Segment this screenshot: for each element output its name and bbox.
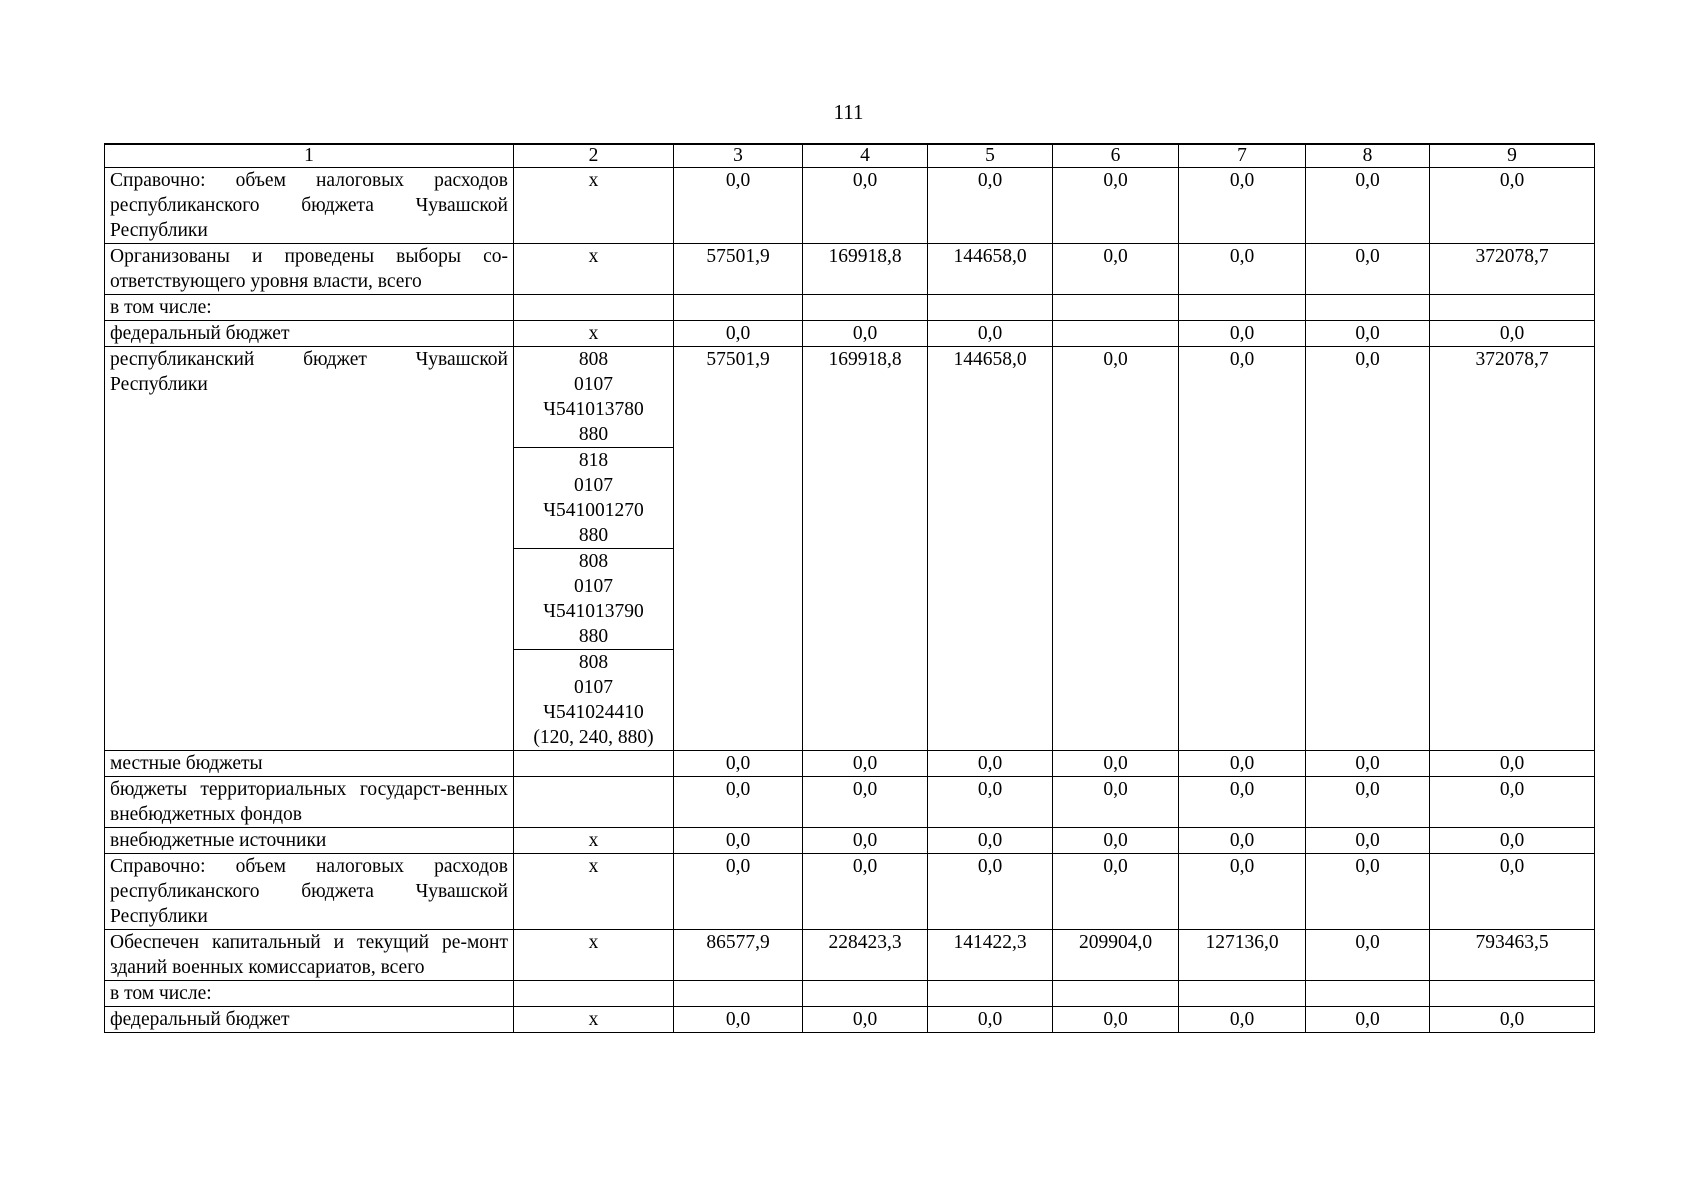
- value-cell: 0,0: [1053, 854, 1179, 930]
- value-cell: 0,0: [803, 751, 928, 777]
- value-cell: 0,0: [803, 854, 928, 930]
- value-cell: 0,0: [1430, 751, 1595, 777]
- budget-code-cell: [514, 777, 674, 828]
- value-cell: [803, 295, 928, 321]
- header-cell: 8: [1306, 144, 1430, 168]
- value-cell: [1053, 321, 1179, 347]
- table-row: [105, 751, 1595, 777]
- value-cell: [803, 981, 928, 1007]
- value-cell: 0,0: [1306, 168, 1430, 244]
- header-cell: 9: [1430, 144, 1595, 168]
- value-cell: 57501,9: [674, 244, 803, 295]
- value-cell: 0,0: [1306, 751, 1430, 777]
- value-cell: [1179, 981, 1306, 1007]
- value-cell: 0,0: [1306, 321, 1430, 347]
- budget-code-cell: х: [514, 854, 674, 930]
- budget-code-cell: х: [514, 1007, 674, 1033]
- value-cell: 209904,0: [1053, 930, 1179, 981]
- budget-code-cell: 808 0107 Ч541013780 880: [514, 347, 674, 448]
- value-cell: 169918,8: [803, 347, 928, 751]
- value-cell: [1306, 981, 1430, 1007]
- budget-code-cell: х: [514, 168, 674, 244]
- header-cell: 2: [514, 144, 674, 168]
- value-cell: 0,0: [1179, 347, 1306, 751]
- value-cell: 144658,0: [928, 347, 1053, 751]
- row-label: Обеспечен капитальный и текущий ре-монт зданий военных комиссариатов, всего: [105, 930, 514, 981]
- value-cell: [1179, 295, 1306, 321]
- value-cell: 0,0: [1053, 1007, 1179, 1033]
- value-cell: 0,0: [1306, 854, 1430, 930]
- value-cell: [1306, 295, 1430, 321]
- budget-code-cell: [514, 981, 674, 1007]
- table-row: [105, 1007, 1595, 1033]
- row-label: в том числе:: [105, 295, 514, 321]
- value-cell: 0,0: [1306, 347, 1430, 751]
- value-cell: [1430, 981, 1595, 1007]
- row-label: местные бюджеты: [105, 751, 514, 777]
- value-cell: 0,0: [1430, 777, 1595, 828]
- value-cell: 0,0: [1430, 828, 1595, 854]
- table-row: [105, 854, 1595, 930]
- value-cell: 0,0: [674, 854, 803, 930]
- value-cell: [674, 981, 803, 1007]
- row-label: в том числе:: [105, 981, 514, 1007]
- header-row: [105, 144, 1595, 168]
- row-label: Справочно: объем налоговых расходов республиканского бюджета Чувашской Республики: [105, 168, 514, 244]
- value-cell: 0,0: [1430, 854, 1595, 930]
- header-cell: 6: [1053, 144, 1179, 168]
- value-cell: 0,0: [803, 828, 928, 854]
- value-cell: 141422,3: [928, 930, 1053, 981]
- table-row: [105, 244, 1595, 295]
- budget-code-cell: 818 0107 Ч541001270 880: [514, 448, 674, 549]
- value-cell: 372078,7: [1430, 244, 1595, 295]
- row-label: федеральный бюджет: [105, 321, 514, 347]
- value-cell: [1053, 981, 1179, 1007]
- value-cell: 0,0: [928, 777, 1053, 828]
- header-cell: 3: [674, 144, 803, 168]
- value-cell: 0,0: [803, 321, 928, 347]
- table-row: [105, 777, 1595, 828]
- value-cell: 0,0: [803, 777, 928, 828]
- value-cell: 0,0: [1179, 244, 1306, 295]
- budget-code-cell: х: [514, 828, 674, 854]
- value-cell: 0,0: [1306, 244, 1430, 295]
- value-cell: 57501,9: [674, 347, 803, 751]
- value-cell: 0,0: [1306, 828, 1430, 854]
- value-cell: 0,0: [674, 751, 803, 777]
- budget-code-cell: х: [514, 930, 674, 981]
- value-cell: 0,0: [674, 168, 803, 244]
- value-cell: 86577,9: [674, 930, 803, 981]
- value-cell: 0,0: [674, 321, 803, 347]
- value-cell: 0,0: [674, 777, 803, 828]
- value-cell: 0,0: [803, 1007, 928, 1033]
- table-row: [105, 295, 1595, 321]
- value-cell: 0,0: [928, 828, 1053, 854]
- value-cell: 0,0: [1053, 751, 1179, 777]
- value-cell: 0,0: [1179, 777, 1306, 828]
- value-cell: 0,0: [1306, 930, 1430, 981]
- value-cell: 127136,0: [1179, 930, 1306, 981]
- value-cell: [928, 295, 1053, 321]
- value-cell: 0,0: [1179, 751, 1306, 777]
- value-cell: 0,0: [928, 751, 1053, 777]
- value-cell: 0,0: [1179, 1007, 1306, 1033]
- value-cell: 0,0: [928, 168, 1053, 244]
- value-cell: 0,0: [1053, 828, 1179, 854]
- value-cell: 0,0: [1179, 828, 1306, 854]
- value-cell: [928, 981, 1053, 1007]
- header-cell: 7: [1179, 144, 1306, 168]
- value-cell: [674, 295, 803, 321]
- value-cell: 0,0: [1053, 777, 1179, 828]
- value-cell: [1053, 295, 1179, 321]
- value-cell: 0,0: [1306, 1007, 1430, 1033]
- page-number: 111: [833, 100, 864, 124]
- budget-code-cell: 808 0107 Ч541013790 880: [514, 549, 674, 650]
- row-label: Справочно: объем налоговых расходов республиканского бюджета Чувашской Республики: [105, 854, 514, 930]
- value-cell: 169918,8: [803, 244, 928, 295]
- value-cell: 793463,5: [1430, 930, 1595, 981]
- header-cell: 1: [105, 144, 514, 168]
- value-cell: 0,0: [1179, 854, 1306, 930]
- header-cell: 5: [928, 144, 1053, 168]
- value-cell: 0,0: [674, 1007, 803, 1033]
- value-cell: 228423,3: [803, 930, 928, 981]
- value-cell: 0,0: [1306, 777, 1430, 828]
- value-cell: 0,0: [803, 168, 928, 244]
- value-cell: 144658,0: [928, 244, 1053, 295]
- value-cell: 0,0: [928, 854, 1053, 930]
- budget-code-cell: 808 0107 Ч541024410 (120, 240, 880): [514, 650, 674, 751]
- table-row: [105, 168, 1595, 244]
- value-cell: 0,0: [928, 321, 1053, 347]
- row-label: федеральный бюджет: [105, 1007, 514, 1033]
- value-cell: 0,0: [1430, 168, 1595, 244]
- budget-table: [104, 143, 1595, 1033]
- value-cell: 0,0: [1179, 321, 1306, 347]
- value-cell: 0,0: [1053, 168, 1179, 244]
- table-row: [105, 347, 1595, 448]
- budget-code-cell: х: [514, 321, 674, 347]
- table-row: [105, 981, 1595, 1007]
- budget-code-cell: х: [514, 244, 674, 295]
- value-cell: 0,0: [1053, 244, 1179, 295]
- table-row: [105, 321, 1595, 347]
- value-cell: 0,0: [1053, 347, 1179, 751]
- row-label: Организованы и проведены выборы со-ответствующего уровня власти, всего: [105, 244, 514, 295]
- budget-code-cell: [514, 295, 674, 321]
- value-cell: [1430, 295, 1595, 321]
- row-label: республиканский бюджет Чувашской Республики: [105, 347, 514, 751]
- value-cell: 0,0: [1430, 1007, 1595, 1033]
- value-cell: 372078,7: [1430, 347, 1595, 751]
- table-row: [105, 828, 1595, 854]
- table-row: [105, 930, 1595, 981]
- value-cell: 0,0: [1430, 321, 1595, 347]
- row-label: внебюджетные источники: [105, 828, 514, 854]
- budget-code-cell: [514, 751, 674, 777]
- value-cell: 0,0: [1179, 168, 1306, 244]
- row-label: бюджеты территориальных государст-венных внебюджетных фондов: [105, 777, 514, 828]
- header-cell: 4: [803, 144, 928, 168]
- value-cell: 0,0: [928, 1007, 1053, 1033]
- value-cell: 0,0: [674, 828, 803, 854]
